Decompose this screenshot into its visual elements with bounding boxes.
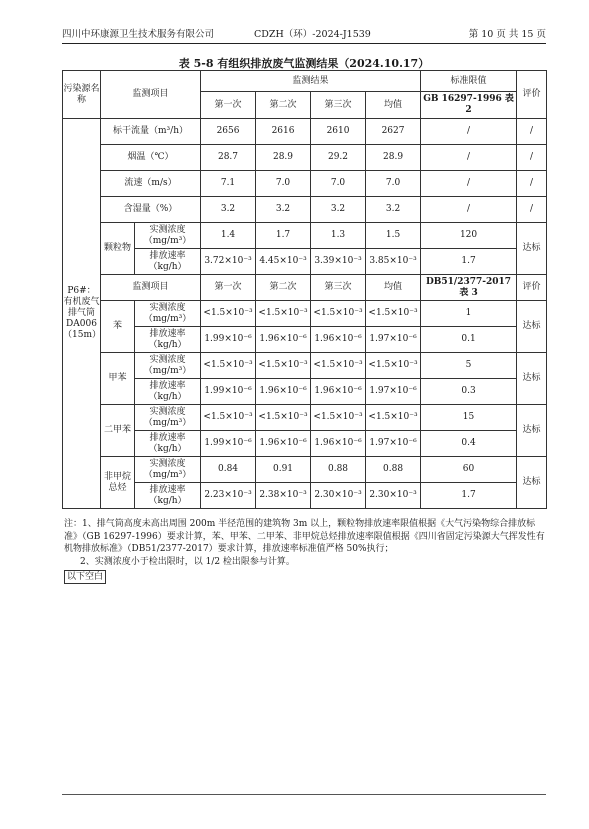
speed-label: 流速（m/s）: [101, 171, 201, 197]
document-number: CDZH（环）-2024-J1539: [254, 29, 371, 40]
toluene-conc-run-1: <1.5×10⁻³: [201, 353, 256, 379]
header-result: 监测结果: [201, 71, 421, 92]
nmhc-conc-run-2: 0.91: [256, 457, 311, 483]
header-avg-b: 均值: [366, 275, 421, 301]
temp-run-1: 28.7: [201, 145, 256, 171]
flow-std: /: [421, 119, 517, 145]
benzene-conc-run-2: <1.5×10⁻³: [256, 301, 311, 327]
xylene-conc-run-1: <1.5×10⁻³: [201, 405, 256, 431]
speed-eval: /: [517, 171, 547, 197]
company-name: 四川中环康源卫生技术服务有限公司: [62, 29, 215, 40]
toluene-rate-run-1: 1.99×10⁻⁶: [201, 379, 256, 405]
header-run-1-b: 第一次: [201, 275, 256, 301]
xylene-name: 二甲苯: [101, 405, 135, 457]
nmhc-conc-avg: 0.88: [366, 457, 421, 483]
footer-rule: [62, 794, 546, 795]
header-run-2: 第二次: [256, 92, 311, 119]
flow-label: 标干流量（m³/h）: [101, 119, 201, 145]
xylene-rate-label: 排放速率（kg/h）: [135, 431, 201, 457]
pm-conc-run-3: 1.3: [311, 223, 366, 249]
moisture-run-3: 3.2: [311, 197, 366, 223]
header-item: 监测项目: [101, 71, 201, 119]
flow-eval: /: [517, 119, 547, 145]
pm-rate-run-2: 4.45×10⁻³: [256, 249, 311, 275]
toluene-conc-run-2: <1.5×10⁻³: [256, 353, 311, 379]
toluene-rate-label: 排放速率（kg/h）: [135, 379, 201, 405]
toluene-rate-run-2: 1.96×10⁻⁶: [256, 379, 311, 405]
toluene-rate-std: 0.3: [421, 379, 517, 405]
pm-rate-run-1: 3.72×10⁻³: [201, 249, 256, 275]
nmhc-rate-std: 1.7: [421, 483, 517, 509]
nmhc-conc-label: 实测浓度（mg/m³）: [135, 457, 201, 483]
nmhc-rate-label: 排放速率（kg/h）: [135, 483, 201, 509]
xylene-rate-run-2: 1.96×10⁻⁶: [256, 431, 311, 457]
toluene-name: 甲苯: [101, 353, 135, 405]
benzene-name: 苯: [101, 301, 135, 353]
moisture-eval: /: [517, 197, 547, 223]
header-item-2: 监测项目: [101, 275, 201, 301]
pm-conc-run-1: 1.4: [201, 223, 256, 249]
nmhc-conc-run-3: 0.88: [311, 457, 366, 483]
toluene-conc-std: 5: [421, 353, 517, 379]
toluene-rate-run-3: 1.96×10⁻⁶: [311, 379, 366, 405]
header-run-1: 第一次: [201, 92, 256, 119]
pm-conc-label: 实测浓度（mg/m³）: [135, 223, 201, 249]
flow-avg: 2627: [366, 119, 421, 145]
header-eval: 评价: [517, 71, 547, 119]
temp-avg: 28.9: [366, 145, 421, 171]
end-marker: 以下空白: [64, 570, 106, 584]
header-rule: [62, 43, 546, 44]
toluene-rate-avg: 1.97×10⁻⁶: [366, 379, 421, 405]
page-number: 第 10 页 共 15 页: [468, 29, 546, 40]
flow-run-2: 2616: [256, 119, 311, 145]
temp-run-2: 28.9: [256, 145, 311, 171]
flow-run-1: 2656: [201, 119, 256, 145]
xylene-conc-run-3: <1.5×10⁻³: [311, 405, 366, 431]
nmhc-name: 非甲烷总烃: [101, 457, 135, 509]
note-1: 注：1、排气筒高度未高出周围 200m 半径范围的建筑物 3m 以上，颗粒物排放速率限值根据《大气污染物综合排放标准》（GB 16297-1996）要求计算，苯、甲苯、二甲苯、非甲烷总烃排放速率限值根据《四川省固定污染源大气挥发性有机物排放标准》（DB51/2377-2017）要求计算，排放速率标准值严格 50%执行；: [64, 519, 545, 554]
standard-gb: GB 16297-1996 表 2: [421, 92, 517, 119]
page-header: [62, 26, 546, 42]
note-2: 2、实测浓度小于检出限时，以 1/2 检出限参与计算。: [80, 557, 295, 567]
header-run-3-b: 第三次: [311, 275, 366, 301]
benzene-rate-run-2: 1.96×10⁻⁶: [256, 327, 311, 353]
speed-std: /: [421, 171, 517, 197]
toluene-conc-label: 实测浓度（mg/m³）: [135, 353, 201, 379]
xylene-rate-avg: 1.97×10⁻⁶: [366, 431, 421, 457]
nmhc-eval: 达标: [517, 457, 547, 509]
pm-conc-run-2: 1.7: [256, 223, 311, 249]
benzene-rate-std: 0.1: [421, 327, 517, 353]
temp-label: 烟温（℃）: [101, 145, 201, 171]
header-source: 污染源名称: [63, 71, 101, 119]
moisture-run-2: 3.2: [256, 197, 311, 223]
moisture-label: 含湿量（%）: [101, 197, 201, 223]
benzene-rate-run-1: 1.99×10⁻⁶: [201, 327, 256, 353]
benzene-rate-label: 排放速率（kg/h）: [135, 327, 201, 353]
benzene-conc-avg: <1.5×10⁻³: [366, 301, 421, 327]
benzene-eval: 达标: [517, 301, 547, 353]
xylene-conc-std: 15: [421, 405, 517, 431]
speed-run-3: 7.0: [311, 171, 366, 197]
pm-rate-run-3: 3.39×10⁻³: [311, 249, 366, 275]
pm-name: 颗粒物: [101, 223, 135, 275]
standard-db: DB51/2377-2017 表 3: [421, 275, 517, 301]
pm-eval: 达标: [517, 223, 547, 275]
speed-run-2: 7.0: [256, 171, 311, 197]
xylene-eval: 达标: [517, 405, 547, 457]
nmhc-rate-run-1: 2.23×10⁻³: [201, 483, 256, 509]
nmhc-conc-run-1: 0.84: [201, 457, 256, 483]
nmhc-rate-run-3: 2.30×10⁻³: [311, 483, 366, 509]
pm-rate-std: 1.7: [421, 249, 517, 275]
header-run-2-b: 第二次: [256, 275, 311, 301]
benzene-conc-label: 实测浓度（mg/m³）: [135, 301, 201, 327]
header-standard: 标准限值: [421, 71, 517, 92]
xylene-rate-run-3: 1.96×10⁻⁶: [311, 431, 366, 457]
xylene-rate-run-1: 1.99×10⁻⁶: [201, 431, 256, 457]
moisture-avg: 3.2: [366, 197, 421, 223]
xylene-conc-run-2: <1.5×10⁻³: [256, 405, 311, 431]
benzene-conc-run-1: <1.5×10⁻³: [201, 301, 256, 327]
speed-run-1: 7.1: [201, 171, 256, 197]
moisture-std: /: [421, 197, 517, 223]
header-avg: 均值: [366, 92, 421, 119]
header-eval-b: 评价: [517, 275, 547, 301]
toluene-eval: 达标: [517, 353, 547, 405]
benzene-rate-avg: 1.97×10⁻⁶: [366, 327, 421, 353]
pm-rate-avg: 3.85×10⁻³: [366, 249, 421, 275]
nmhc-conc-std: 60: [421, 457, 517, 483]
pm-rate-label: 排放速率（kg/h）: [135, 249, 201, 275]
temp-eval: /: [517, 145, 547, 171]
nmhc-rate-avg: 2.30×10⁻³: [366, 483, 421, 509]
toluene-conc-avg: <1.5×10⁻³: [366, 353, 421, 379]
temp-std: /: [421, 145, 517, 171]
table-title: 表 5-8 有组织排放废气监测结果（2024.10.17）: [178, 57, 430, 70]
xylene-conc-avg: <1.5×10⁻³: [366, 405, 421, 431]
header-run-3: 第三次: [311, 92, 366, 119]
monitoring-table: [62, 70, 547, 509]
benzene-conc-std: 1: [421, 301, 517, 327]
pm-conc-avg: 1.5: [366, 223, 421, 249]
pm-conc-std: 120: [421, 223, 517, 249]
speed-avg: 7.0: [366, 171, 421, 197]
benzene-conc-run-3: <1.5×10⁻³: [311, 301, 366, 327]
nmhc-rate-run-2: 2.38×10⁻³: [256, 483, 311, 509]
toluene-conc-run-3: <1.5×10⁻³: [311, 353, 366, 379]
xylene-rate-std: 0.4: [421, 431, 517, 457]
temp-run-3: 29.2: [311, 145, 366, 171]
moisture-run-1: 3.2: [201, 197, 256, 223]
flow-run-3: 2610: [311, 119, 366, 145]
xylene-conc-label: 实测浓度（mg/m³）: [135, 405, 201, 431]
source-name: P6#：有机废气排气筒DA006（15m）: [63, 119, 101, 509]
benzene-rate-run-3: 1.96×10⁻⁶: [311, 327, 366, 353]
